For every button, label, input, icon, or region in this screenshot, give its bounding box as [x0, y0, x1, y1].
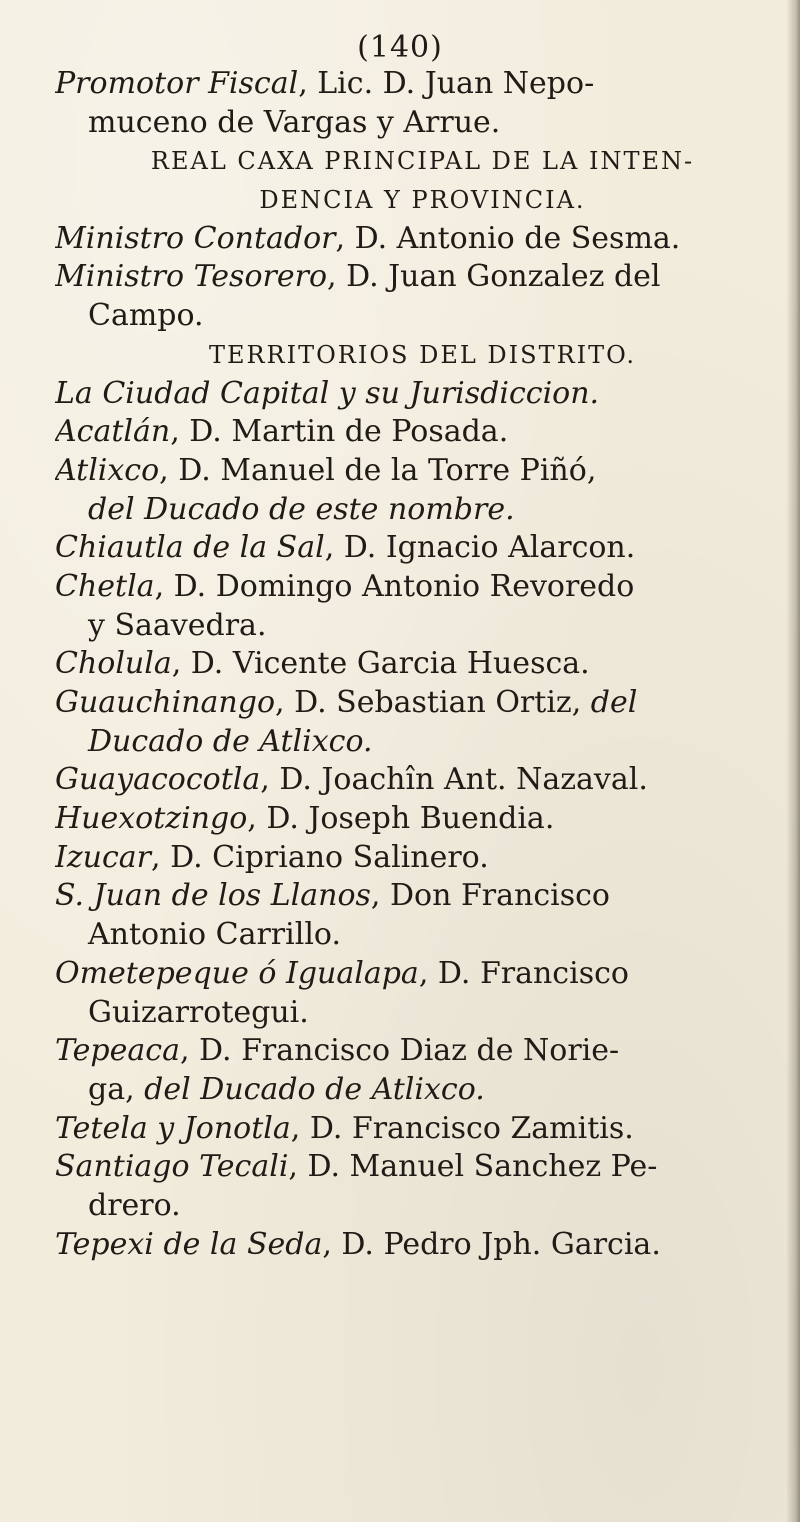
text-line: [55, 1071, 790, 1110]
roman-text: drero.: [88, 1187, 181, 1223]
page-number: (140): [357, 30, 443, 65]
italic-text: Huexotzingo: [55, 801, 248, 837]
italic-text: Ometepeque ó Igualapa: [55, 955, 419, 991]
italic-text: Guauchinango: [55, 685, 276, 720]
roman-text: , D. Vicente Garcia Huesca.: [171, 646, 590, 682]
italic-text: Cholula: [55, 646, 172, 682]
text-line: [55, 529, 790, 568]
roman-text: , D. Francisco: [418, 955, 629, 991]
text-line: [55, 413, 790, 452]
section-heading: [55, 181, 790, 220]
page-text: [55, 65, 790, 1264]
text-line: [55, 297, 790, 336]
text-line: [55, 684, 790, 723]
italic-text: Guayacocotla: [55, 762, 261, 798]
roman-text: , D. Manuel Sanchez Pe-: [288, 1149, 658, 1185]
roman-text: , D. Martin de Posada.: [170, 414, 509, 450]
roman-text: Guizarrotegui.: [88, 994, 309, 1030]
text-line: [55, 104, 790, 143]
text-line: [55, 607, 790, 646]
roman-text: , Don Francisco: [370, 878, 610, 914]
roman-text: REAL CAXA PRINCIPAL DE LA INTEN-: [150, 147, 695, 176]
italic-text: del Ducado de este nombre.: [88, 491, 515, 527]
text-line: [55, 723, 790, 762]
italic-text: Chetla: [55, 568, 155, 604]
italic-text: Tepexi de la Seda: [55, 1226, 323, 1262]
italic-text: Ducado de Atlixco.: [88, 723, 373, 759]
italic-text: Chiautla de la Sal: [55, 530, 325, 566]
roman-text: , D. Ignacio Alarcon.: [324, 530, 636, 566]
italic-text: Santiago Tecali: [55, 1149, 289, 1185]
text-line: [55, 65, 790, 104]
text-line: [55, 645, 790, 684]
text-line: [55, 839, 790, 878]
italic-text: La Ciudad Capital y su Jurisdiccion.: [55, 375, 600, 411]
roman-text: , Lic. D. Juan Nepo-: [298, 66, 595, 101]
italic-text: Acatlán: [55, 414, 171, 450]
text-line: [55, 800, 790, 839]
roman-text: , D. Pedro Jph. Garcia.: [322, 1226, 661, 1262]
roman-text: Campo.: [88, 298, 204, 334]
italic-text: Promotor Fiscal: [55, 66, 299, 101]
text-line: [55, 761, 790, 800]
section-heading: [55, 336, 790, 375]
roman-text: , D. Sebastian Ortiz,: [275, 685, 591, 720]
roman-text: , D. Francisco Zamitis.: [290, 1110, 634, 1146]
text-line: [55, 994, 790, 1033]
italic-text: Tetela y Jonotla: [55, 1110, 291, 1146]
text-line: [55, 220, 790, 259]
text-line: [55, 955, 790, 994]
section-heading: [55, 142, 790, 181]
text-line: [55, 916, 790, 955]
roman-text: , D. Manuel de la Torre Piñó,: [159, 452, 597, 488]
roman-text: DENCIA Y PROVINCIA.: [259, 186, 586, 215]
roman-text: y Saavedra.: [88, 607, 267, 643]
roman-text: , D. Joseph Buendia.: [247, 801, 555, 837]
roman-text: , D. Juan Gonzalez del: [327, 259, 661, 295]
italic-text: Ministro Tesorero: [55, 259, 328, 295]
italic-text: Tepeaca: [55, 1033, 180, 1069]
text-line: [55, 877, 790, 916]
italic-text: del: [590, 685, 638, 720]
text-line: [55, 1032, 790, 1071]
roman-text: ga,: [88, 1071, 145, 1107]
roman-text: , D. Antonio de Sesma.: [335, 220, 681, 256]
text-line: [55, 491, 790, 530]
roman-text: TERRITORIOS DEL DISTRITO.: [208, 340, 637, 369]
text-line: [55, 375, 790, 414]
italic-text: S. Juan de los Llanos: [55, 878, 371, 914]
text-line: [55, 1187, 790, 1226]
italic-text: del Ducado de Atlixco.: [144, 1071, 485, 1107]
text-line: [55, 258, 790, 297]
roman-text: , D. Cipriano Salinero.: [151, 839, 489, 875]
italic-text: Izucar: [55, 839, 152, 875]
roman-text: , D. Domingo Antonio Revoredo: [154, 568, 635, 604]
text-line: [55, 452, 790, 491]
roman-text: muceno de Vargas y Arrue.: [88, 104, 501, 140]
roman-text: , D. Joachîn Ant. Nazaval.: [260, 762, 648, 798]
roman-text: Antonio Carrillo.: [88, 917, 341, 953]
italic-text: Ministro Contador: [55, 220, 336, 256]
text-line: [55, 1110, 790, 1149]
roman-text: , D. Francisco Diaz de Norie-: [179, 1033, 620, 1069]
text-line: [55, 1226, 790, 1265]
text-line: [55, 1148, 790, 1187]
italic-text: Atlixco: [55, 452, 160, 488]
text-line: [55, 568, 790, 607]
